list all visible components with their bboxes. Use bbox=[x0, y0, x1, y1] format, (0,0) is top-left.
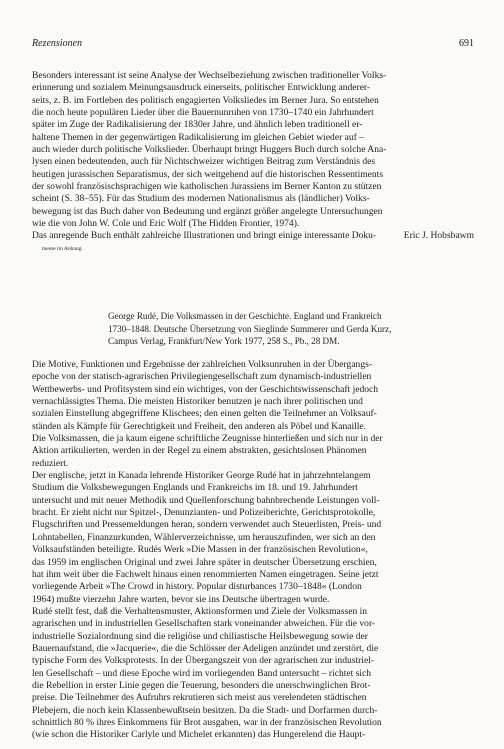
text-line: epoche von der statisch-agrarischen Privilegiengesellschaft zum dynamisch-industriellen bbox=[32, 371, 372, 383]
review-rude-text bbox=[32, 359, 474, 742]
text-line: seits, z. B. im Fortleben des politisch engagierten Volksliedes im Berner Jura. So entstehen bbox=[32, 94, 379, 106]
text-line: Bauernaufstand, die »Jacquerie«, die die Schlösser der Adeligen anzündet und zerstört, die bbox=[32, 642, 379, 654]
citation-line: Campus Verlag, Frankfurt/New York 1977, 258 S., Pb., 28 DM. bbox=[108, 336, 340, 347]
text-line: Lohntabellen, Finanzurkunden, Wählerverzeichnisse, um herauszufinden, wer sich an den bbox=[32, 531, 376, 543]
text-line: Rudé stellt fest, daß die Verhaltensmuster, Aktionsformen und Ziele der Volksmassen in bbox=[32, 605, 368, 617]
text-line: mente im Anhang. bbox=[42, 245, 83, 252]
text-line: die Rebellion in erster Linie gegen die Teuerung, besonders die unerschwinglichen Brot- bbox=[32, 679, 371, 691]
review-hugger-text bbox=[32, 70, 474, 255]
citation-line: 1730–1848. Deutsche Übersetzung von Sieglinde Summerer und Gerda Kurz, bbox=[108, 323, 392, 334]
text-line: hat ihm weit über die Fachwelt hinaus einen renommierten Namen eingetragen. Seine jetzt bbox=[32, 568, 379, 580]
text-line: lysen einen bedeutenden, auch für Nichtschweizer wichtigen Beitrag zum Verständnis des bbox=[32, 156, 376, 168]
text-line: das 1959 im englischen Original und zwei Jahre später in deutscher Übersetzung erschien, bbox=[32, 556, 377, 568]
text-line: scheint (S. 38–55). Für das Studium des modernen Nationalismus als (ländlicher) Volks- bbox=[32, 193, 370, 205]
text-line: agrarischen und in industriellen Gesellschaften stark voneinander abweichen. Für die vor- bbox=[32, 618, 376, 630]
text-line: heutigen jurassischen Separatismus, der sich weitgehend auf die historischen Ressentiments bbox=[32, 168, 384, 180]
text-line: auch wieder durch politische Volkslieder. Überhaupt bringt Huggers Buch durch solche Ana- bbox=[32, 144, 387, 156]
text-line: reduziert. bbox=[32, 457, 69, 469]
text-line: später im Zuge der Radikalisierung der 1830er Jahre, und ähnlich leben traditionell er- bbox=[32, 119, 363, 131]
text-line: Besonders interessant ist seine Analyse der Wechselbeziehung zwischen traditioneller Volks- bbox=[32, 70, 387, 81]
text-line: Der englische, jetzt in Kanada lehrende Historiker George Rudé hat in jahrzehntelangem bbox=[32, 470, 371, 482]
text-line: Studium die Volksbewegungen Englands und Frankreichs im 18. und 19. Jahrhundert bbox=[32, 482, 358, 494]
book-citation bbox=[108, 310, 474, 348]
text-line: die noch heute populären Lieder über die Bauernunruhen von 1730–1740 ein Jahrhundert bbox=[32, 107, 374, 119]
citation-line: George Rudé, Die Volksmassen in der Geschichte. England und Frankreich bbox=[108, 311, 382, 321]
text-line: Das anregende Buch enthält zahlreiche Illustrationen und bringt einige interessante Doku- bbox=[32, 230, 377, 242]
text-line: bewegung ist das Buch daher von Bedeutung und ergänzt größer angelegte Untersuchungen bbox=[32, 205, 383, 217]
text-line: haltene Themen in der gegenwärtigen Radikalisierung im gleichen Gebiet wieder auf – bbox=[32, 131, 364, 143]
text-line: vorliegende Arbeit »The Crowd in history. Popular disturbances 1730–1848« (London bbox=[32, 581, 362, 593]
text-line: Die Motive, Funktionen und Ergebnisse der zahlreichen Volksunruhen in der Übergangs- bbox=[32, 359, 372, 370]
text-line: Die Volksmassen, die ja kaum eigene schriftliche Zeugnisse hinterließen und sich nur in der bbox=[32, 433, 383, 445]
section-title: Rezensionen bbox=[32, 38, 82, 49]
text-line: Wettbewerbs- und Profitsystem sind ein wichtiges, von der Geschichtswissenschaft jedoch bbox=[32, 383, 379, 395]
text-line: vernachlässigtes Thema. Die meisten Historiker benutzen je nach ihrer politischen und bbox=[32, 396, 363, 408]
reviewer-signature: Eric J. Hobsbawm bbox=[403, 230, 474, 241]
text-line: untersucht und mit neuer Methodik und Quellenforschung bahnbrechende Leistungen voll- bbox=[32, 494, 380, 506]
text-line: (wie schon die Historiker Carlyle und Michelet erkannten) das Hungerelend die Haupt- bbox=[32, 729, 366, 741]
text-line: 1964) mußte vierzehn Jahre warten, bevor sie ins Deutsche übertragen wurde. bbox=[32, 593, 330, 605]
text-line: Aktion artikulierten, werden in der Regel zu einem abstrakten, gesichtslosen Phänomen bbox=[32, 445, 367, 457]
text-line: sozialen Einstellung abgegriffene Klischees; den einen gelten die Teilnehmer an Volksauf- bbox=[32, 408, 377, 420]
text-line: industrielle Sozialordnung sind die religiöse und chiliastische Heilsbewegung sowie der bbox=[32, 630, 368, 642]
text-line: erinnerung und sozialem Meinungsausdruck einerseits, politischer Entwicklung anderer- bbox=[32, 82, 371, 94]
text-line: schnittlich 80 % ihres Einkommens für Brot ausgaben, war in der französischen Revolution bbox=[32, 716, 382, 728]
text-line: wie die von John W. Cole und Eric Wolf (The Hidden Frontier, 1974). bbox=[32, 218, 300, 230]
text-line: ständen als Kämpfe für Gerechtigkeit und Freiheit, den anderen als Pöbel und Kanaille. bbox=[32, 420, 367, 432]
text-line: Flugschriften und Pressemeldungen heran, sondern verwendet auch Steuerlisten, Preis- und bbox=[32, 519, 382, 531]
text-line: preise. Die Teilnehmer des Aufruhrs rekrutieren sich meist aus verelendeten städtischen bbox=[32, 692, 367, 704]
page-header bbox=[32, 38, 474, 52]
text-line: typische Form des Volksprotests. In der Übergangszeit von der agrarischen zur industriel- bbox=[32, 655, 375, 667]
text-line: Volksaufständen beteiligte. Rudés Werk »Die Massen in der französischen Revolution«, bbox=[32, 544, 368, 556]
text-line: Plebejern, die noch kein Klassenbewußtsein besitzen. Da die Stadt- und Dorfarmen durch- bbox=[32, 704, 378, 716]
text-line: len Gesellschaft – und diese Epoche wird im vorliegenden Band untersucht – richtet sich bbox=[32, 667, 372, 679]
text-line: bracht. Er zieht nicht nur Spitzel-, Denunzianten- und Polizeiberichte, Gerichtsprotokolle, bbox=[32, 507, 376, 519]
text-line: der sowohl französischsprachigen wie katholischen Jurassiens im Berner Kanton zu stützen bbox=[32, 181, 382, 193]
page-number: 691 bbox=[459, 38, 474, 49]
